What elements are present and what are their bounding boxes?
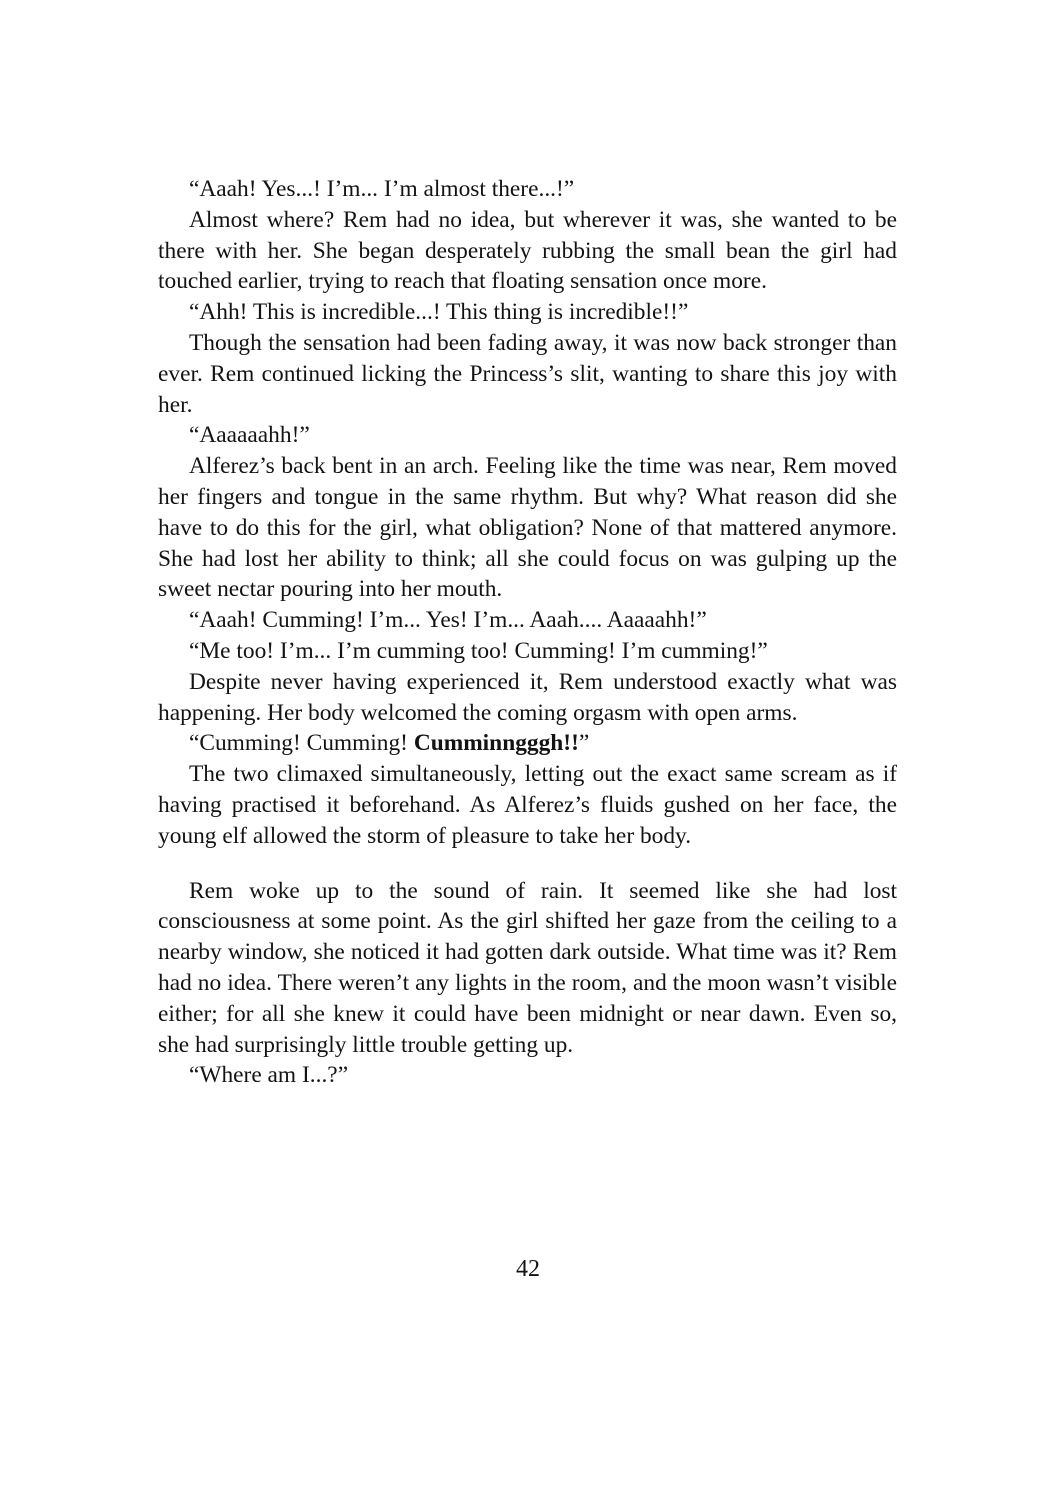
paragraph-narration [158,451,897,605]
paragraph-run: “Where am I...?” [189,1062,349,1089]
paragraph-run: “Cumming! Cumming! [189,730,414,757]
paragraph-run: “Aaah! Yes...! I’m... I’m almost there...!” [189,176,575,202]
paragraph-narration [158,205,897,297]
paragraph-dialogue [158,420,897,451]
paragraph-run-bold: Cumminngggh!! [413,730,579,757]
page-text [158,174,897,1091]
page-number: 42 [516,1256,540,1282]
paragraph-dialogue [158,605,897,636]
paragraph-run: The two climaxed simultaneously, letting out the exact same scream as if having practised it beforehand. As Alferez’s fluids gushed on her face, the young elf allowed the storm of pleasure to take her body. [158,761,897,849]
paragraph-narration [158,328,897,420]
paragraph-run: ” [578,730,590,757]
paragraph-run: Almost where? Rem had no idea, but wherever it was, she wanted to be there with her. She began desperately rubbing the small bean the girl had touched earlier, trying to reach that floating sensation once more. [158,206,897,295]
paragraph-dialogue [158,728,897,759]
paragraph-run: “Aaaaaahh!” [189,422,310,449]
paragraph-dialogue [158,636,897,667]
paragraph-run: Alferez’s back bent in an arch. Feeling like the time was near, Rem moved her fingers and tongue in the same rhythm. But why? What reason did she have to do this for the girl, what obligation? None of that mattered anymore. She had lost her ability to think; all she could focus on was gulping up the sweet nectar pouring into her mouth. [158,453,897,603]
paragraph-run: “Aaah! Cumming! I’m... Yes! I’m... Aaah.... Aaaaahh!” [189,607,707,634]
paragraph-narration [158,876,897,1061]
paragraph-dialogue [158,174,897,205]
paragraph-run: Despite never having experienced it, Rem understood exactly what was happening. Her body welcomed the coming orgasm with open arms. [158,668,897,726]
paragraph-dialogue [158,297,897,328]
paragraph-run: Though the sensation had been fading away, it was now back stronger than ever. Rem continued licking the Princess’s slit, wanting to share this joy with her. [158,329,897,418]
paragraph-run: Rem woke up to the sound of rain. It seemed like she had lost consciousness at some point. As the girl shifted her gaze from the ceiling to a nearby window, she noticed it had gotten dark outside. What time was it? Rem had no idea. There weren’t any lights in the room, and the moon wasn’t visible either; for all she knew it could have been midnight or near dawn. Even so, she had surprisingly little trouble getting up. [158,877,897,1058]
paragraph-narration [158,667,897,729]
paragraph-run: “Me too! I’m... I’m cumming too! Cumming! I’m cumming!” [189,637,768,664]
paragraph-dialogue [158,1060,897,1091]
paragraph-narration [158,759,897,851]
paragraph-run: “Ahh! This is incredible...! This thing is incredible!!” [189,299,689,326]
